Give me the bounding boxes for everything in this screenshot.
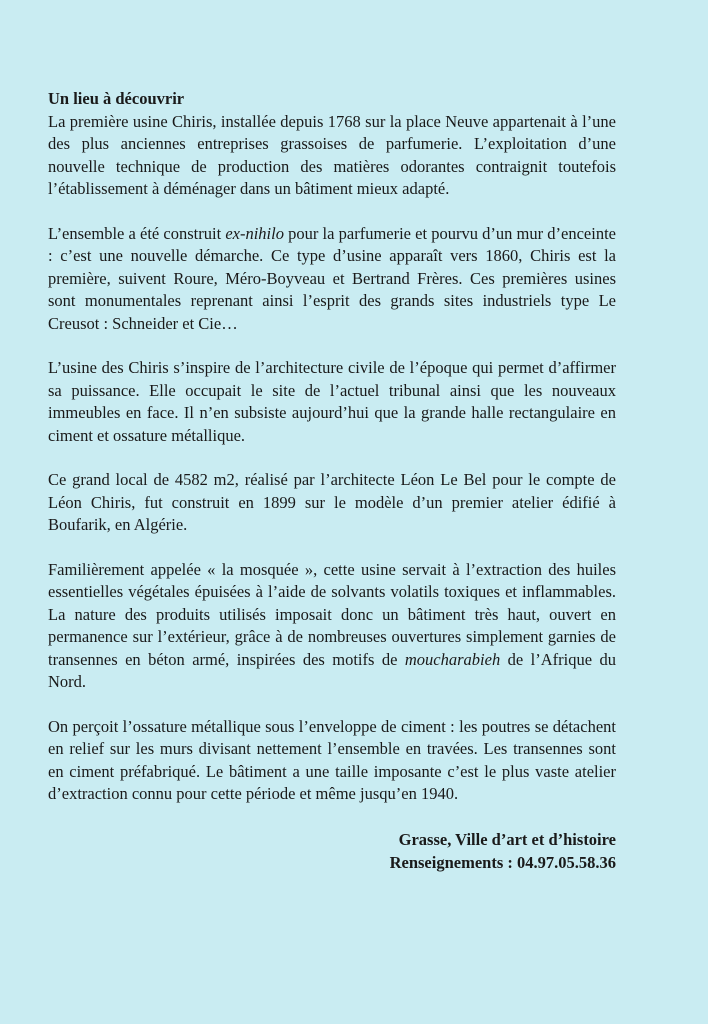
body-text <box>48 111 616 806</box>
italic-term: moucharabieh <box>404 649 501 669</box>
text-segment: Ce grand local de 4582 m2, réalisé par l’architecte Léon Le Bel pour le compte de Léon Chiris, fut construit en 1899 sur le modèle d’un premier atelier édifié à Boufarik, en Algérie. <box>48 470 616 534</box>
text-segment: L’ensemble a été construit <box>48 223 226 243</box>
paragraph <box>48 716 616 806</box>
paragraph <box>48 469 616 537</box>
text-segment: L’usine des Chiris s’inspire de l’architecture civile de l’époque qui permet d’affirmer sa puissance. Elle occupait le site de l’actuel tribunal ainsi que les nouveaux immeubles en face. Il n’en subsiste aujourd’hui que la grande halle rectangulaire en ciment et ossature métallique. <box>48 358 616 445</box>
paragraph <box>48 111 616 201</box>
italic-term: ex-nihilo <box>225 223 284 243</box>
text-segment: de l’Afrique du Nord. <box>48 649 616 691</box>
footer-contact: Renseignements : 04.97.05.58.36 <box>389 852 616 872</box>
text-segment: La première usine Chiris, installée depuis 1768 sur la place Neuve appartenait à l’une des plus anciennes entreprises grassoises de parfumerie. L’exploitation d’une nouvelle technique de production des matières odorantes contraignit toutefois l’établissement à déménager dans un bâtiment mieux adapté. <box>48 111 616 198</box>
footer-credits <box>48 828 616 874</box>
text-segment: On perçoit l’ossature métallique sous l’enveloppe de ciment : les poutres se détachent en relief sur les murs divisant nettement l’ensemble en travées. Les transennes sont en ciment préfabriqué. Le bâtiment a une taille imposante c’est le plus vaste atelier d’extraction connu pour cette période et même jusqu’en 1940. <box>48 716 616 803</box>
footer-org: Grasse, Ville d’art et d’histoire <box>398 829 616 849</box>
text-segment: pour la parfumerie et pourvu d’un mur d’enceinte : c’est une nouvelle démarche. Ce type d’usine apparaît vers 1860, Chiris est la première, suivent Roure, Méro-Boyveau et Bertrand Frères. Ces premières usines sont monumentales reprenant ainsi l’esprit des grands sites industriels type Le Creusot : Schneider et Cie… <box>48 223 616 333</box>
paragraph <box>48 559 616 694</box>
paragraph <box>48 223 616 336</box>
paragraph <box>48 357 616 447</box>
text-segment: Familièrement appelée « la mosquée », cette usine servait à l’extraction des huiles essentielles végétales épuisées à l’aide de solvants volatils toxiques et inflammables. La nature des produits utilisés imposait donc un bâtiment très haut, ouvert en permanence sur l’extérieur, grâce à de nombreuses ouvertures simplement garnies de transennes en béton armé, inspirées des motifs de <box>48 559 616 669</box>
section-heading: Un lieu à découvrir <box>48 89 185 108</box>
